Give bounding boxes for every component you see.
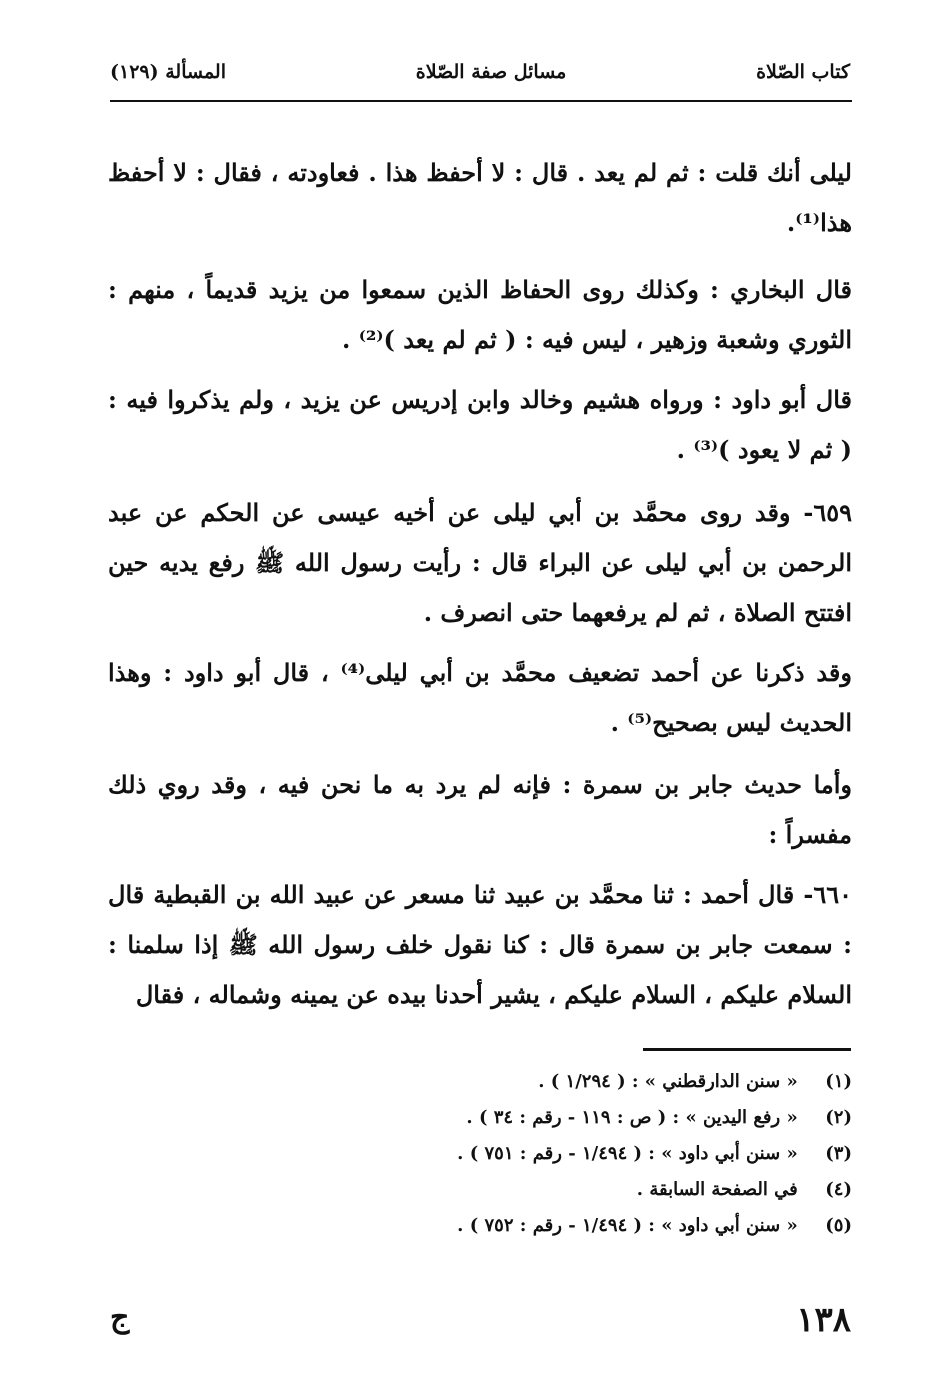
footnote	[360, 1208, 852, 1244]
footnote-number: (٥)	[825, 1215, 852, 1236]
footnote	[360, 1100, 852, 1136]
footnote-text: « سنن أبي داود » : ( ١/٤٩٤ - رقم : ٧٥١ ) .	[457, 1143, 798, 1164]
footnote	[360, 1172, 852, 1208]
paragraph-4: ٦٥٩- وقد روى محمَّد بن أبي ليلى عن أخيه عيسى عن الحكم عن عبد الرحمن بن أبي ليلى عن البراء قال : رأيت رسول الله ﷺ رفع يديه حين افتتح الصلاة ، ثم لم يرفعهما حتى انصرف .	[108, 498, 852, 627]
paragraph-5: وقد ذكرنا عن أحمد تضعيف محمَّد بن أبي ليلى⁽⁴⁾ ، قال أبو داود : وهذا الحديث ليس بصحيح⁽⁵⁾ .	[108, 658, 852, 737]
footnote-text: « سنن الدارقطني » : ( ١/٢٩٤ ) .	[538, 1071, 798, 1092]
footnote-number: (٤)	[825, 1179, 852, 1200]
footnote-number: (٢)	[825, 1107, 852, 1128]
footnote-text: في الصفحة السابقة .	[636, 1179, 798, 1200]
paragraph-3: قال أبو داود : ورواه هشيم وخالد وابن إدريس عن يزيد ، ولم يذكروا فيه : ( ثم لا يعود )⁽³⁾ .	[108, 385, 852, 464]
footnote-number: (٣)	[825, 1143, 852, 1164]
footnote-number: (١)	[825, 1071, 852, 1092]
header-book-title: كتاب الصّلاة	[756, 61, 850, 83]
footnote-text: « رفع اليدين » : ( ص : ١١٩ - رقم : ٣٤ ) .	[466, 1107, 798, 1128]
header-chapter-title: مسائل صفة الصّلاة	[415, 61, 567, 83]
header-rule	[110, 100, 852, 102]
footnote	[360, 1064, 852, 1100]
paragraph-6: وأما حديث جابر بن سمرة : فإنه لم يرد به ما نحن فيه ، وقد روي ذلك مفسراً :	[108, 770, 852, 849]
signature-mark: ج	[110, 1300, 130, 1335]
paragraph-7: ٦٦٠- قال أحمد : ثنا محمَّد بن عبيد ثنا مسعر عن عبيد الله بن القبطية قال : سمعت جابر بن سمرة قال : كنا نقول خلف رسول الله ﷺ إذا سلمنا : السلام عليكم ، السلام عليكم ، يشير أحدنا بيده عن يمينه وشماله ، فقال	[108, 880, 853, 1009]
paragraph-1: ليلى أنك قلت : ثم لم يعد . قال : لا أحفظ هذا . فعاودته ، فقال : لا أحفظ هذا⁽¹⁾.	[108, 158, 852, 237]
page-number: ١٣٨	[796, 1300, 851, 1340]
footnote	[360, 1136, 852, 1172]
footnote-text: « سنن أبي داود » : ( ١/٤٩٤ - رقم : ٧٥٢ ) .	[457, 1215, 798, 1236]
header-issue-number: المسألة (١٢٩)	[110, 61, 226, 83]
footnotes	[360, 1064, 852, 1244]
footnote-rule	[643, 1048, 851, 1051]
paragraph-2: قال البخاري : وكذلك روى الحفاظ الذين سمعوا من يزيد قديماً ، منهم : الثوري وشعبة وزهير ، ليس فيه : ( ثم لم يعد )⁽²⁾ .	[108, 275, 853, 354]
running-header	[110, 52, 850, 92]
